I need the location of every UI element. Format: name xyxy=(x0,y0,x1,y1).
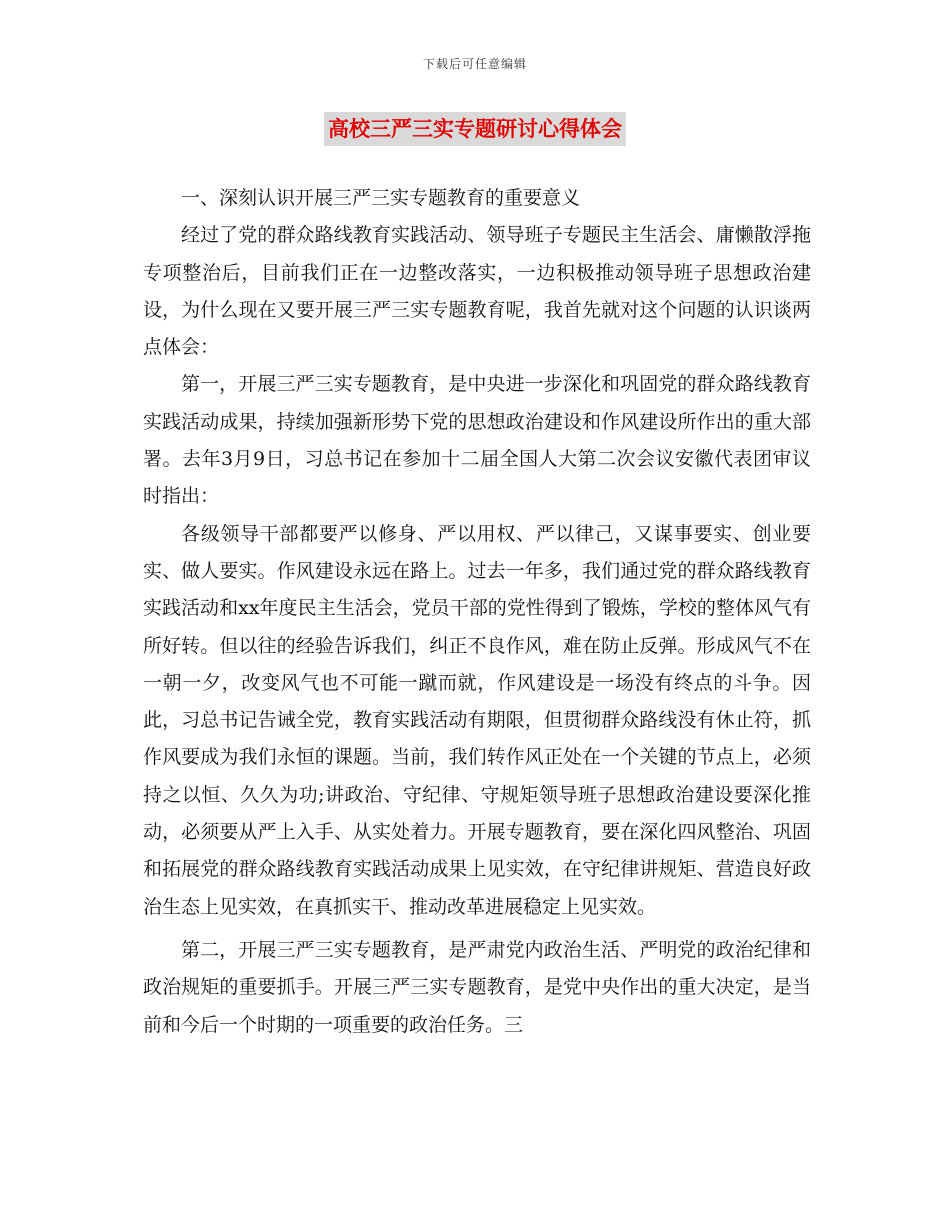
document-title: 高校三严三实专题研讨心得体会 xyxy=(324,112,626,146)
section-heading: 一、深刻认识开展三严三实专题教育的重要意义 xyxy=(181,187,581,209)
page-header-note: 下载后可任意编辑 xyxy=(422,57,527,71)
body-paragraph: 第二，开展三严三实专题教育，是严肃党内政治生活、严明党的政治纪律和政治规矩的重要抓手。开展三严三实专题教育，是党中央作出的重大决定，是当前和今后一个时期的一项重要的政治任务。三 xyxy=(143,938,811,1036)
body-paragraph: 经过了党的群众路线教育实践活动、领导班子专题民主生活会、庸懒散浮拖专项整治后，目前我们正在一边整改落实，一边积极推动领导班子思想政治建设，为什么现在又要开展三严三实专题教育呢，我首先就对这个问题的认识谈两点体会： xyxy=(143,224,811,359)
title-container xyxy=(0,112,950,146)
body-paragraph: 第一，开展三严三实专题教育，是中央进一步深化和巩固党的群众路线教育实践活动成果，持续加强新形势下党的思想政治建设和作风建设所作出的重大部署。去年3月9日，习总书记在参加十二届全国人大第二次会议安徽代表团审议时指出： xyxy=(143,373,811,508)
document-body xyxy=(143,180,811,1044)
body-paragraph: 各级领导干部都要严以修身、严以用权、严以律己，又谋事要实、创业要实、做人要实。作风建设永远在路上。过去一年多，我们通过党的群众路线教育实践活动和xx年度民主生活会，党员干部的党性得到了锻炼，学校的整体风气有所好转。但以往的经验告诉我们，纠正不良作风，难在防止反弹。形成风气不在一朝一夕，改变风气也不可能一蹴而就，作风建设是一场没有终点的斗争。因此，习总书记告诫全党，教育实践活动有期限，但贯彻群众路线没有休止符，抓作风要成为我们永恒的课题。当前，我们转作风正处在一个关键的节点上，必须持之以恒、久久为功;讲政治、守纪律、守规矩领导班子思想政治建设要深化推动，必须要从严上入手、从实处着力。开展专题教育，要在深化四风整治、巩固和拓展党的群众路线教育实践活动成果上见实效，在守纪律讲规矩、营造良好政治生态上见实效，在真抓实干、推动改革进展稳定上见实效。 xyxy=(143,522,811,918)
